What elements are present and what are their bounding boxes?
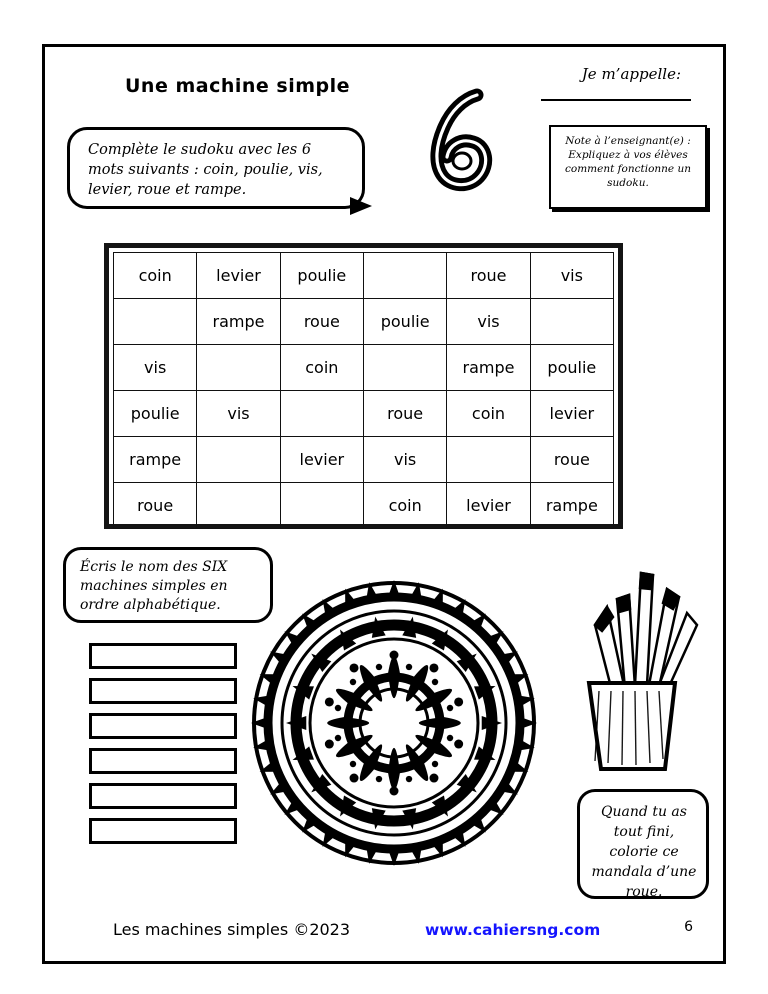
footer-website-link[interactable]: www.cahiersng.com <box>425 921 601 939</box>
table-row <box>114 391 614 437</box>
sudoku-cell[interactable]: vis <box>447 299 530 345</box>
bubble-tail-icon <box>350 197 372 215</box>
sudoku-cell[interactable] <box>197 437 280 483</box>
sudoku-cell[interactable]: rampe <box>114 437 197 483</box>
sudoku-cell[interactable]: levier <box>447 483 530 529</box>
sudoku-cell[interactable] <box>280 483 363 529</box>
sudoku-cell[interactable] <box>447 437 530 483</box>
pencil-cup-illustration <box>555 555 711 795</box>
footer-credit: Les machines simples ©2023 <box>113 920 351 939</box>
table-row <box>114 299 614 345</box>
sudoku-cell[interactable] <box>363 253 446 299</box>
worksheet-page <box>42 44 726 964</box>
sudoku-cell[interactable]: roue <box>280 299 363 345</box>
sudoku-cell[interactable] <box>280 391 363 437</box>
list-item[interactable] <box>89 783 237 809</box>
list-item[interactable] <box>89 678 237 704</box>
page-number: 6 <box>684 919 693 935</box>
colour-task-text: Quand tu as tout fini, colorie ce mandala d’une roue. <box>591 804 697 900</box>
sudoku-cell[interactable]: levier <box>280 437 363 483</box>
list-item[interactable] <box>89 818 237 844</box>
sudoku-cell[interactable]: levier <box>197 253 280 299</box>
name-write-line[interactable] <box>541 99 691 101</box>
sudoku-cell[interactable]: poulie <box>530 345 613 391</box>
list-item[interactable] <box>89 748 237 774</box>
sudoku-cell[interactable] <box>197 483 280 529</box>
answer-lines-list <box>89 643 237 853</box>
list-item[interactable] <box>89 643 237 669</box>
sudoku-cell[interactable]: coin <box>114 253 197 299</box>
sudoku-cell[interactable]: rampe <box>197 299 280 345</box>
sudoku-cell[interactable]: vis <box>363 437 446 483</box>
table-row <box>114 345 614 391</box>
sudoku-cell[interactable]: poulie <box>114 391 197 437</box>
sudoku-cell[interactable]: coin <box>447 391 530 437</box>
sudoku-cell[interactable]: levier <box>530 391 613 437</box>
sudoku-cell[interactable]: vis <box>530 253 613 299</box>
sudoku-cell[interactable]: poulie <box>363 299 446 345</box>
name-label: Je m’appelle: <box>581 65 681 83</box>
instruction-bubble <box>67 127 365 209</box>
sudoku-cell[interactable]: coin <box>280 345 363 391</box>
instruction-text: Complète le sudoku avec les 6 mots suivants : coin, poulie, vis, levier, roue et rampe. <box>88 142 323 198</box>
sudoku-cell[interactable]: rampe <box>447 345 530 391</box>
alphabetical-task-bubble <box>63 547 273 623</box>
sudoku-cell[interactable]: roue <box>363 391 446 437</box>
sudoku-cell[interactable]: vis <box>197 391 280 437</box>
sudoku-cell[interactable] <box>197 345 280 391</box>
list-item[interactable] <box>89 713 237 739</box>
sudoku-cell[interactable]: roue <box>114 483 197 529</box>
page-title: Une machine simple <box>125 75 351 97</box>
table-row <box>114 483 614 529</box>
sudoku-cell[interactable]: vis <box>114 345 197 391</box>
sudoku-cell[interactable]: roue <box>447 253 530 299</box>
sudoku-cell[interactable]: coin <box>363 483 446 529</box>
colour-task-bubble <box>577 789 709 899</box>
numeral-six-decoration <box>403 85 513 195</box>
sudoku-cell[interactable]: rampe <box>530 483 613 529</box>
table-row <box>114 253 614 299</box>
sudoku-grid <box>104 243 623 529</box>
table-row <box>114 437 614 483</box>
teacher-note-text: Note à l’enseignant(e) : Expliquez à vos élèves comment fonctionne un sudoku. <box>565 135 691 189</box>
teacher-note <box>549 125 707 209</box>
sudoku-cell[interactable] <box>530 299 613 345</box>
sudoku-cell[interactable]: poulie <box>280 253 363 299</box>
mandala-wheel-illustration <box>250 577 538 869</box>
sudoku-cell[interactable] <box>114 299 197 345</box>
sudoku-cell[interactable]: roue <box>530 437 613 483</box>
sudoku-cell[interactable] <box>363 345 446 391</box>
alphabetical-task-text: Écris le nom des SIX machines simples en ordre alphabétique. <box>80 559 228 613</box>
